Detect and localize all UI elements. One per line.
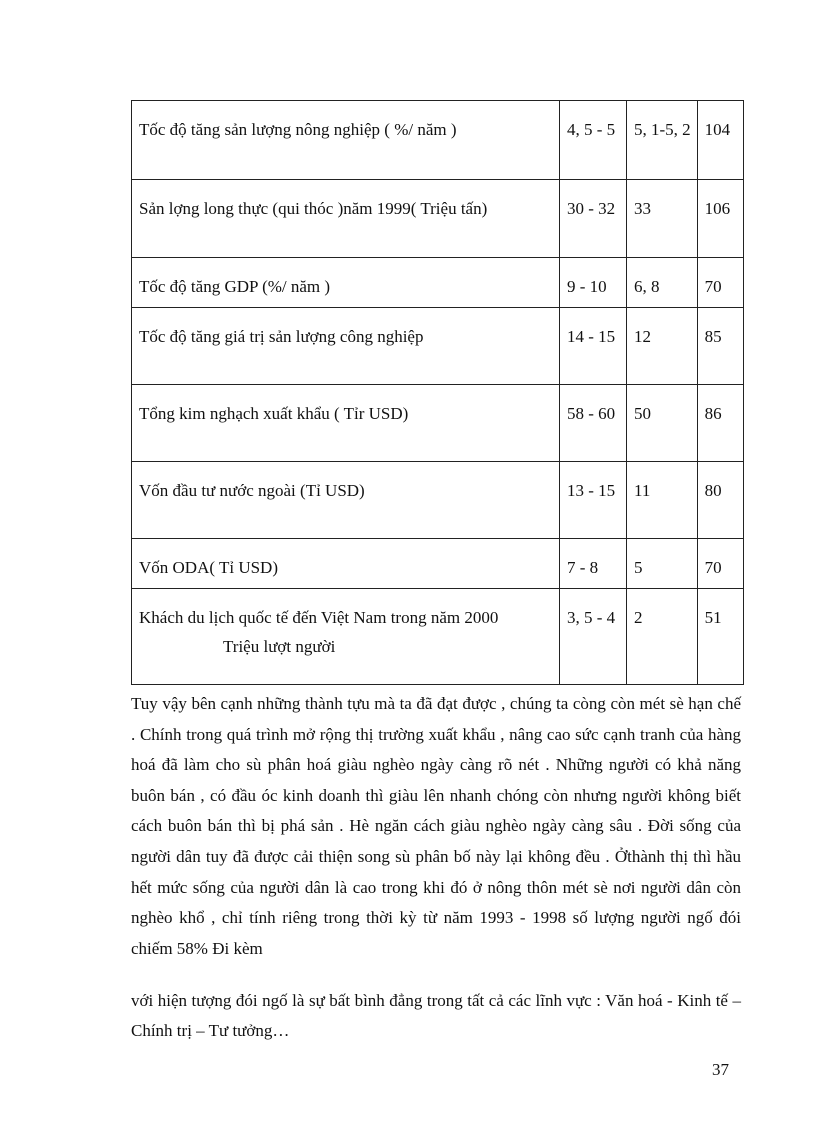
actual-value-cell: 12 [627,308,698,385]
actual-value-cell: 33 [627,180,698,258]
indicator-label: Khách du lịch quốc tế đến Việt Nam trong năm 2000 [139,608,499,627]
percent-value-cell: 70 [697,258,743,308]
indicator-label: Vốn ODA( Tỉ USD) [139,558,278,577]
indicator-label: Tốc độ tăng giá trị sản lượng công nghiệp [139,327,424,346]
indicator-label: Vốn đầu tư nước ngoài (Tỉ USD) [139,481,365,500]
percent-value-cell: 85 [697,308,743,385]
table-row [132,308,744,385]
indicator-label: Tốc độ tăng GDP (%/ năm ) [139,277,331,296]
actual-value-cell: 5, 1-5, 2 [627,101,698,180]
target-value-cell: 30 - 32 [560,180,627,258]
table-row [132,101,744,180]
table-row [132,385,744,462]
indicator-cell [132,589,560,685]
target-value-cell: 4, 5 - 5 [560,101,627,180]
actual-value-cell: 50 [627,385,698,462]
indicator-cell [132,180,560,258]
percent-value-cell: 80 [697,462,743,539]
indicator-cell [132,462,560,539]
indicator-label: Sản lợng long thực (qui thóc )năm 1999( Triệu tấn) [139,199,488,218]
page-number: 37 [712,1060,729,1079]
body-paragraph-2: với hiện tượng đói ngố là sự bất bình đẳng trong tất cả các lĩnh vực : Văn hoá - Kinh tế – Chính trị – Tư tưởng… [131,991,741,1040]
actual-value-cell: 2 [627,589,698,685]
target-value-cell: 13 - 15 [560,462,627,539]
indicator-cell [132,539,560,589]
percent-value-cell: 70 [697,539,743,589]
indicator-label: Tốc độ tăng sản lượng nông nghiệp ( %/ năm ) [139,120,457,139]
target-value-cell: 9 - 10 [560,258,627,308]
percent-value-cell: 86 [697,385,743,462]
statistics-table-body [132,101,744,685]
table-row [132,258,744,308]
actual-value-cell: 6, 8 [627,258,698,308]
table-row [132,180,744,258]
percent-value-cell: 106 [697,180,743,258]
statistics-table [131,100,744,685]
target-value-cell: 3, 5 - 4 [560,589,627,685]
indicator-label: Tổng kim nghạch xuất khẩu ( Tỉr USD) [139,404,409,423]
table-row [132,539,744,589]
indicator-sublabel: Triệu lượt người [223,637,336,656]
indicator-cell [132,385,560,462]
actual-value-cell: 5 [627,539,698,589]
table-row [132,462,744,539]
percent-value-cell: 104 [697,101,743,180]
indicator-cell [132,308,560,385]
table-row [132,589,744,685]
indicator-cell [132,258,560,308]
indicator-cell [132,101,560,180]
percent-value-cell: 51 [697,589,743,685]
actual-value-cell: 11 [627,462,698,539]
target-value-cell: 7 - 8 [560,539,627,589]
body-paragraph-1: Tuy vậy bên cạnh những thành tựu mà ta đã đạt được , chúng ta còng còn mét sè hạn chế . Chính trong quá trình mở rộng thị trường xuất khẩu , nâng cao sức cạnh tranh của hàng hoá đã làm cho sù phân hoá giàu nghèo ngày càng rõ nét . Những người có khả năng buôn bán , có đầu óc kinh doanh thì giàu lên nhanh chóng còn nhưng người không biết cách buôn bán thì bị phá sản . Hè ngăn cách giàu nghèo ngày càng sâu . Đời sống của người dân tuy đã được cải thiện song sù phân bố này lại không đều . Ởthành thị thì hầu hết mức sống của người dân là cao trong khi đó ở nông thôn mét sè nơi người dân còn nghèo khổ , chỉ tính riêng trong thời kỳ từ năm 1993 - 1998 số lượng người ngố đói chiếm 58% Đi kèm [131,694,741,958]
target-value-cell: 14 - 15 [560,308,627,385]
target-value-cell: 58 - 60 [560,385,627,462]
